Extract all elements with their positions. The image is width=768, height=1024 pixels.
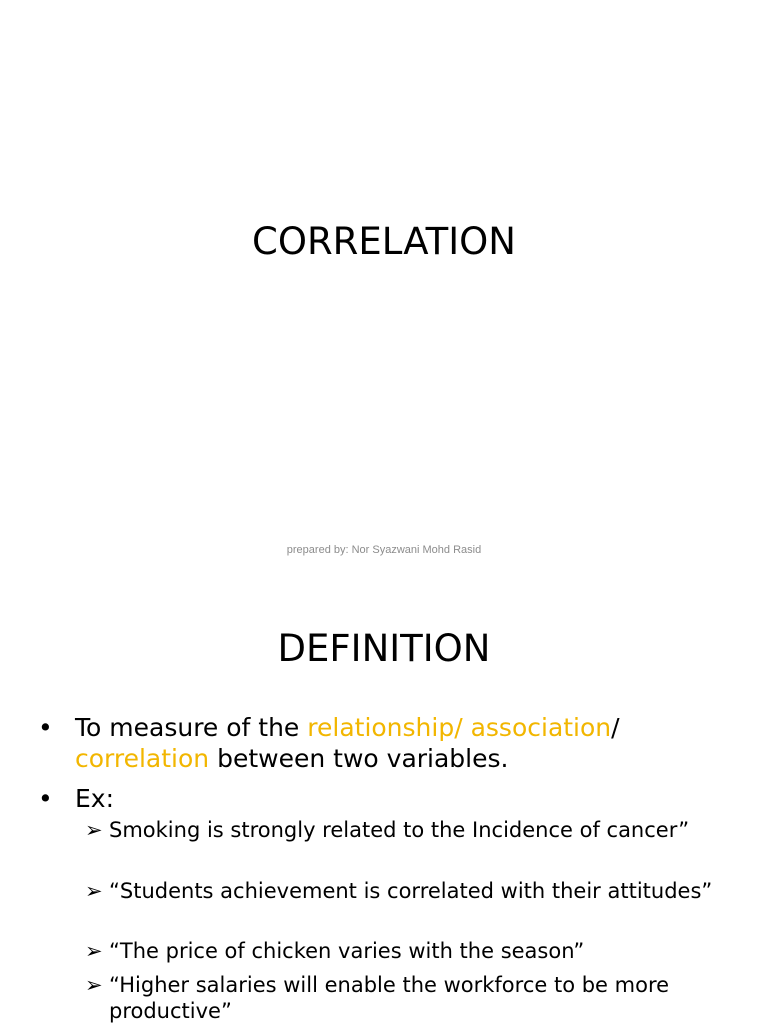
example-text: Smoking is strongly related to the Incidence of cancer” bbox=[109, 818, 690, 842]
highlight-correlation: correlation bbox=[75, 744, 210, 773]
slide-footer-author: prepared by: Nor Syazwani Mohd Rasid bbox=[286, 544, 482, 556]
definition-heading: DEFINITION bbox=[277, 627, 491, 670]
example-item bbox=[85, 878, 735, 904]
bullet-text bbox=[75, 712, 738, 774]
example-text: “Students achievement is correlated with their attitudes” bbox=[109, 879, 713, 903]
arrow-bullet-icon: ➢ bbox=[85, 939, 103, 963]
example-text: “The price of chicken varies with the season” bbox=[109, 939, 585, 963]
highlight-relationship: relationship/ association bbox=[307, 713, 612, 742]
bullet-dot-icon: • bbox=[38, 713, 53, 742]
bullet-text: Ex: bbox=[75, 784, 115, 813]
slide-definition bbox=[0, 576, 768, 1024]
arrow-bullet-icon: ➢ bbox=[85, 879, 103, 903]
bullet-item-examples bbox=[38, 783, 738, 814]
bullet-text-part3: between two variables. bbox=[209, 744, 509, 773]
example-item bbox=[85, 972, 735, 1024]
example-item bbox=[85, 938, 735, 964]
arrow-bullet-icon: ➢ bbox=[85, 973, 103, 997]
arrow-bullet-icon: ➢ bbox=[85, 818, 103, 842]
example-text: “Higher salaries will enable the workforce to be more productive” bbox=[109, 973, 670, 1023]
example-item bbox=[85, 817, 735, 843]
bullet-dot-icon: • bbox=[38, 784, 53, 813]
bullet-text-part2: / bbox=[611, 713, 620, 742]
bullet-item-definition bbox=[38, 712, 738, 774]
slide-title-heading: CORRELATION bbox=[252, 220, 516, 263]
bullet-text-part1: To measure of the bbox=[75, 713, 308, 742]
